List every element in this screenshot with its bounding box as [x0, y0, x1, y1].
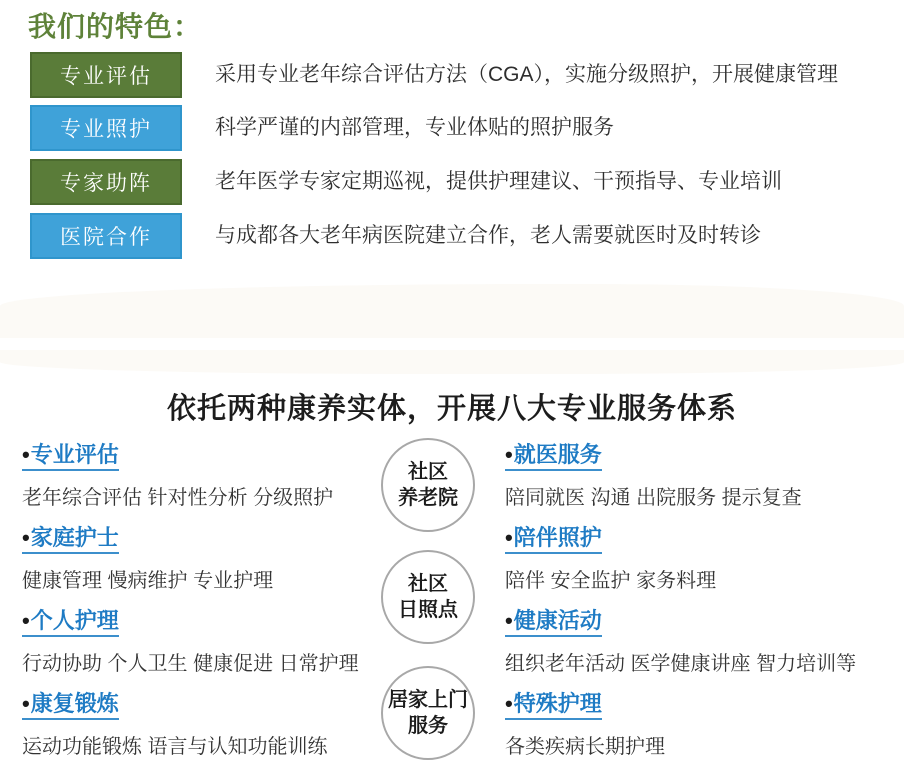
- entity-label-line: 社区: [408, 461, 448, 483]
- service-link-health-activities[interactable]: [505, 609, 602, 637]
- service-item: [505, 443, 865, 510]
- entity-circle-community-daycare: [381, 550, 475, 644]
- service-title: 陪伴照护: [513, 525, 602, 550]
- bullet-icon: •: [22, 525, 30, 550]
- service-item: [505, 526, 865, 593]
- bullet-icon: •: [22, 608, 30, 633]
- service-item: [22, 443, 382, 510]
- entity-label-line: 养老院: [398, 487, 458, 509]
- feature-badge-experts: 专家助阵: [30, 159, 182, 205]
- feature-row: [30, 213, 890, 259]
- entity-label-line: 服务: [408, 715, 448, 737]
- feature-row: [30, 52, 890, 98]
- entity-label-line: 社区: [408, 573, 448, 595]
- service-item: [22, 609, 382, 676]
- service-title: 健康活动: [513, 608, 602, 633]
- feature-badge-assessment: 专业评估: [30, 52, 182, 98]
- feature-description: 采用专业老年综合评估方法（CGA），实施分级照护，开展健康管理: [215, 63, 839, 86]
- service-description: 各类疾病长期护理: [505, 736, 665, 758]
- service-link-family-nurse[interactable]: [22, 526, 119, 554]
- feature-row: [30, 105, 890, 151]
- service-title: 家庭护士: [30, 525, 119, 550]
- service-link-companion-care[interactable]: [505, 526, 602, 554]
- bullet-icon: •: [505, 691, 513, 716]
- entity-circle-community-nursing-home: [381, 438, 475, 532]
- feature-badge-care: 专业照护: [30, 105, 182, 151]
- feature-description: 老年医学专家定期巡视，提供护理建议、干预指导、专业培训: [215, 170, 782, 193]
- background-band: [0, 284, 904, 338]
- service-description: 健康管理 慢病维护 专业护理: [22, 570, 274, 592]
- entity-label-line: 居家上门: [388, 689, 468, 711]
- service-title: 特殊护理: [513, 691, 602, 716]
- service-item: [22, 526, 382, 593]
- service-link-rehab[interactable]: [22, 692, 119, 720]
- service-item: [505, 692, 865, 759]
- feature-description: 科学严谨的内部管理，专业体贴的照护服务: [215, 116, 614, 139]
- bullet-icon: •: [22, 442, 30, 467]
- feature-badge-hospital: 医院合作: [30, 213, 182, 259]
- service-link-personal-care[interactable]: [22, 609, 119, 637]
- bullet-icon: •: [505, 442, 513, 467]
- service-link-assessment[interactable]: [22, 443, 119, 471]
- background-band: [0, 350, 904, 374]
- service-description: 运动功能锻炼 语言与认知功能训练: [22, 736, 328, 758]
- features-heading: 我们的特色：: [28, 11, 203, 42]
- service-link-special-nursing[interactable]: [505, 692, 602, 720]
- feature-description: 与成都各大老年病医院建立合作，老人需要就医时及时转诊: [215, 224, 761, 247]
- entity-circle-home-visit: [381, 666, 475, 760]
- service-description: 组织老年活动 医学健康讲座 智力培训等: [505, 653, 857, 675]
- service-link-medical-escort[interactable]: [505, 443, 602, 471]
- service-description: 行动协助 个人卫生 健康促进 日常护理: [22, 653, 359, 675]
- service-title: 个人护理: [30, 608, 119, 633]
- entity-label-line: 日照点: [398, 599, 458, 621]
- bullet-icon: •: [505, 525, 513, 550]
- service-item: [505, 609, 865, 676]
- service-description: 陪伴 安全监护 家务料理: [505, 570, 717, 592]
- services-heading: 依托两种康养实体，开展八大专业服务体系: [166, 393, 737, 425]
- feature-row: [30, 159, 890, 205]
- service-description: 老年综合评估 针对性分析 分级照护: [22, 487, 334, 509]
- service-title: 康复锻炼: [30, 691, 119, 716]
- service-description: 陪同就医 沟通 出院服务 提示复查: [505, 487, 802, 509]
- bullet-icon: •: [22, 691, 30, 716]
- bullet-icon: •: [505, 608, 513, 633]
- service-title: 专业评估: [30, 442, 119, 467]
- service-item: [22, 692, 382, 759]
- service-title: 就医服务: [513, 442, 602, 467]
